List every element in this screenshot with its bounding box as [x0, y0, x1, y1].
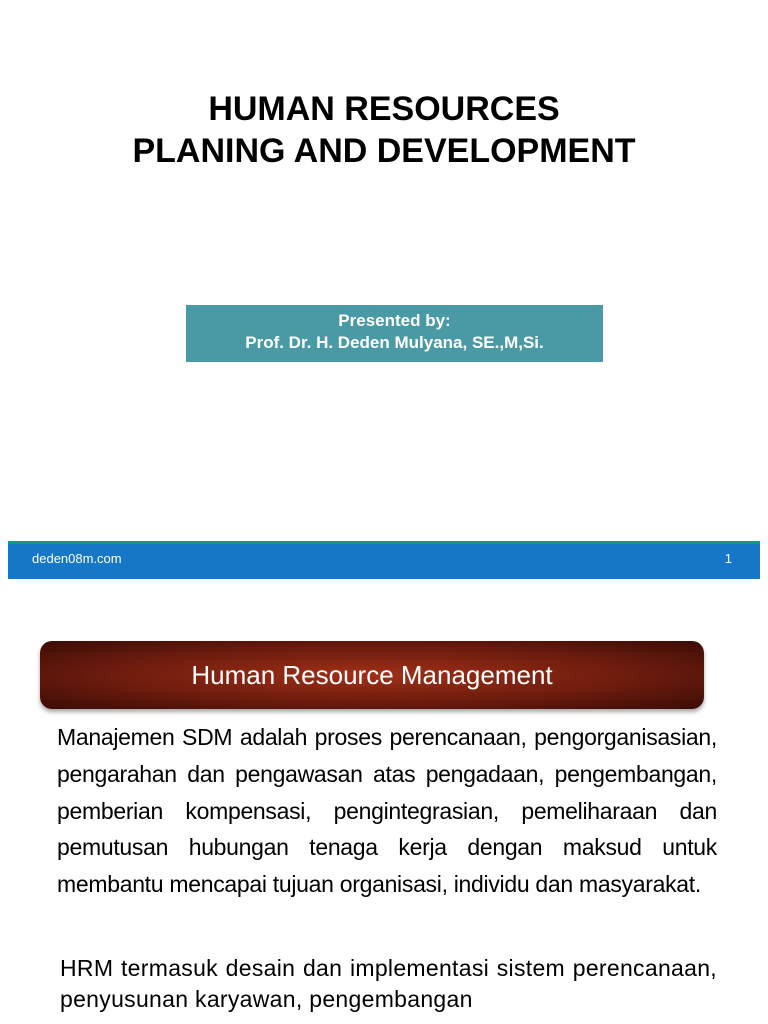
- page-number: 1: [724, 551, 732, 566]
- hrm-paragraph: HRM termasuk desain dan implementasi sistem perencanaan, penyusunan karyawan, pengembangan: [60, 955, 717, 1012]
- slide-title: [0, 88, 768, 172]
- slide-footer: [8, 541, 760, 579]
- definition-paragraph: Manajemen SDM adalah proses perencanaan, pengorganisasian, pengarahan dan pengawasan atas pengadaan, pengembangan, pemberian kompensasi, pengintegrasian, pemeliharaan dan pemutusan hubungan tenaga kerja dengan maksud untuk membantu mencapai tujuan organisasi, individu dan masyarakat.: [57, 724, 717, 898]
- section-heading-banner: Human Resource Management: [40, 641, 704, 709]
- presenter-name: Prof. Dr. H. Deden Mulyana, SE.,M,Si.: [245, 333, 544, 352]
- slide-title-line1: HUMAN RESOURCES: [208, 90, 560, 128]
- slide-title-line2: PLANING AND DEVELOPMENT: [132, 132, 636, 170]
- footer-url: deden08m.com: [32, 551, 122, 566]
- presenter-box: [186, 305, 603, 362]
- presenter-label: Presented by:: [338, 311, 451, 330]
